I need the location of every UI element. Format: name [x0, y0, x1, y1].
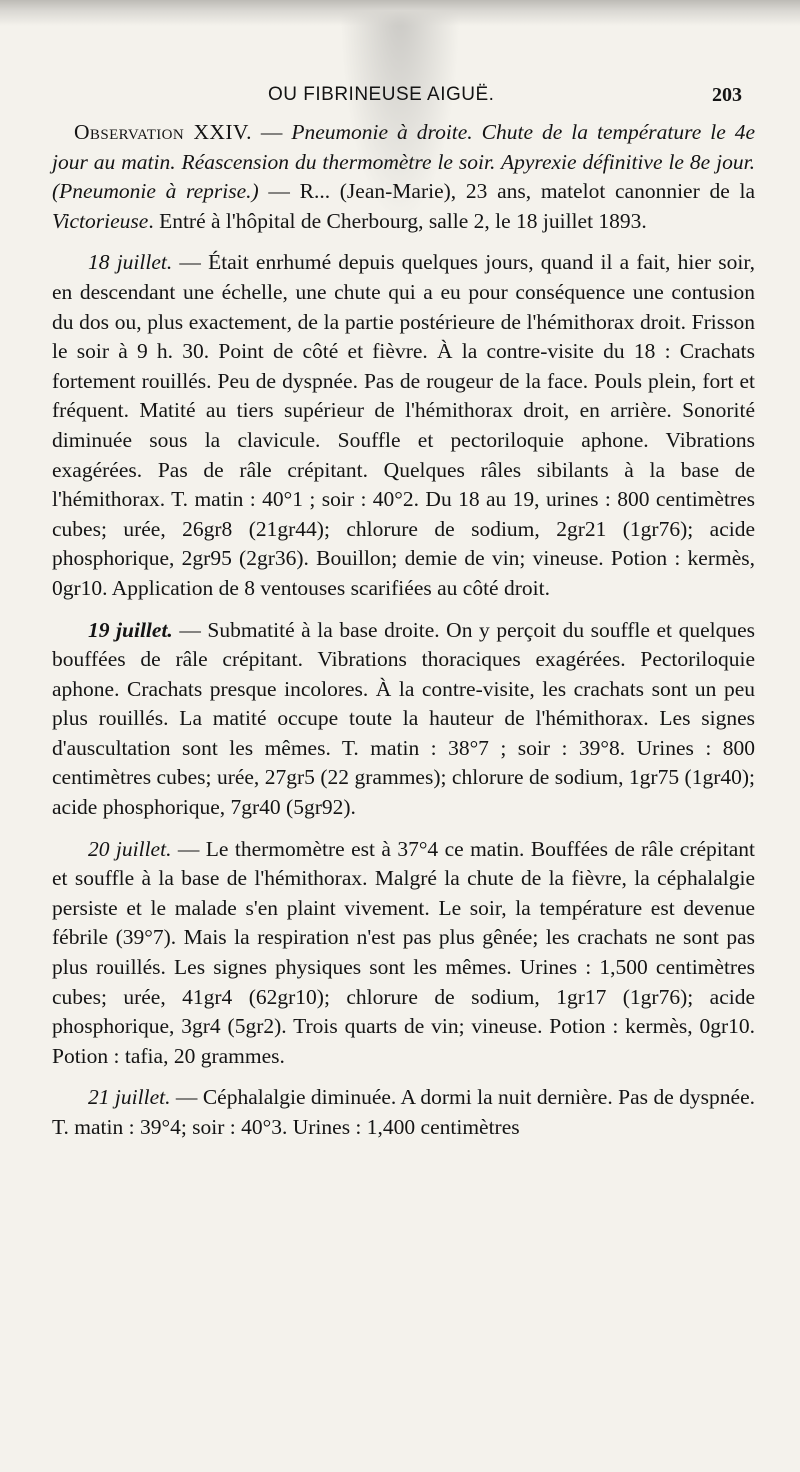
running-head	[0, 84, 800, 114]
observation-title: Pneumonie à droite. Chute de la température le 4e jour au matin. Réascension du thermomètre le soir. Apyrexie définitive le 8e jour. (Pneumonie à reprise.)	[52, 120, 756, 204]
observation-details: — R... (Jean-Marie), 23 ans, matelot canonnier de la	[258, 179, 755, 204]
entry-text: — Submatité à la base droite. On y perçoit du souffle et quelques bouffées de râle crépitant. Vibrations thoraciques exagérées. Pectoriloquie aphone. Crachats presque incolores. À la contre-visite, les crachats sont un peu plus rouillés. La matité occupe toute la hauteur de l'hémithorax. Les signes d'auscultation sont les mêmes. T. matin : 38°7 ; soir : 39°8. Urines : 800 centimètres cubes; urée, 27gr5 (22 grammes); chlorure de sodium, 1gr75 (1gr40); acide phosphorique, 7gr40 (5gr92).	[52, 617, 755, 820]
entry-date: 20 juillet.	[88, 836, 172, 861]
entry-date: 19 juillet.	[88, 617, 173, 642]
entry-paragraph	[52, 616, 755, 823]
body-text	[52, 118, 755, 1143]
page-top-shadow	[0, 0, 800, 26]
entry-date: 21 juillet.	[88, 1085, 171, 1110]
entry-text: — Le thermomètre est à 37°4 ce matin. Bouffées de râle crépitant et souffle à la base de l'hémithorax. Malgré la chute de la fièvre, la céphalalgie persiste et le malade s'en plaint vivement. Le soir, la température est devenue fébrile (39°7). Mais la respiration n'est pas plus gênée; les crachats ne sont pas plus rouillés. Les signes physiques sont les mêmes. Urines : 1,500 centimètres cubes; urée, 41gr4 (62gr10); chlorure de sodium, 1gr17 (1gr76); acide phosphorique, 3gr4 (5gr2). Trois quarts de vin; vineuse. Potion : kermès, 0gr10. Potion : tafia, 20 grammes.	[52, 836, 755, 1068]
observation-dash: —	[251, 120, 292, 144]
ship-name: Victorieuse	[52, 208, 149, 233]
entry-paragraph	[52, 1083, 755, 1142]
entry-text: — Était enrhumé depuis quelques jours, quand il a fait, hier soir, en descendant une échelle, une chute qui a eu pour conséquence une contusion du dos ou, plus exactement, de la partie postérieure de l'hémithorax droit. Frisson le soir à 9 h. 30. Point de côté et fièvre. À la contre-visite du 18 : Crachats fortement rouillés. Peu de dyspnée. Pas de rougeur de la face. Pouls plein, fort et fréquent. Matité au tiers supérieur de l'hémithorax droit, en arrière. Sonorité diminuée sous la clavicule. Souffle et pectoriloquie aphone. Vibrations exagérées. Pas de râle crépitant. Quelques râles sibilants à la base de l'hémithorax. T. matin : 40°1 ; soir : 40°2. Du 18 au 19, urines : 800 centimètres cubes; urée, 26gr8 (21gr44); chlorure de sodium, 2gr21 (1gr76); acide phosphorique, 2gr95 (2gr36). Bouillon; demie de vin; vineuse. Potion : kermès, 0gr10. Application de 8 ventouses scarifiées au côté droit.	[52, 250, 755, 600]
observation-details-end: . Entré à l'hôpital de Cherbourg, salle 2, le 18 juillet 1893.	[148, 208, 647, 233]
page-number: 203	[712, 84, 742, 106]
entry-paragraph	[52, 248, 755, 603]
entry-date: 18 juillet.	[88, 250, 173, 275]
entry-text: — Céphalalgie diminuée. A dormi la nuit dernière. Pas de dyspnée. T. matin : 39°4; soir : 40°3. Urines : 1,400 centimètres	[52, 1085, 755, 1139]
observation-heading	[52, 118, 755, 236]
observation-label: Observation XXIV.	[74, 120, 252, 144]
running-title: OU FIBRINEUSE AIGUË.	[268, 84, 495, 105]
entry-paragraph	[52, 835, 755, 1072]
